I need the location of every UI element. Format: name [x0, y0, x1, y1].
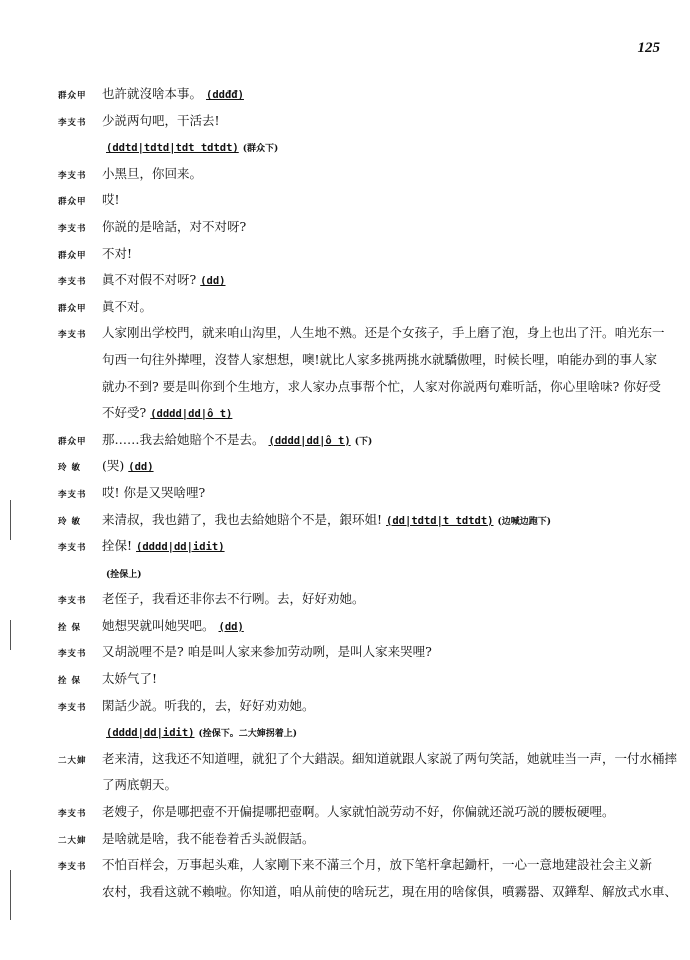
speaker-name: 李支书	[58, 330, 87, 341]
dialogue-text: 閑話少説。听我的，去，好好劝劝她。	[102, 697, 315, 713]
script-line	[58, 407, 658, 434]
speaker-name: 李支书	[58, 862, 87, 873]
script-line	[58, 750, 678, 780]
dialogue-text: 拴保!	[102, 538, 133, 554]
speaker-name: 玲 敏	[58, 463, 81, 474]
stage-direction: (边喊边跑下)	[497, 516, 552, 527]
music-notation: (dd)	[200, 275, 226, 288]
dialogue-text: 人家刚出学校門，就来咱山沟里，人生地不熟。还是个女孩子，手上磨了泡，身上也出了汗。咱光东一	[102, 325, 665, 341]
script-line	[58, 883, 678, 913]
script-line	[58, 141, 658, 168]
speaker-name: 李支书	[58, 809, 87, 820]
script-line	[58, 274, 658, 301]
dialogue-text: 不好受?	[102, 405, 147, 421]
speaker-name: 群众甲	[58, 436, 87, 447]
page-number: 125	[637, 40, 660, 56]
dialogue-text: 不怕百样会，万事起头难，人家剛下来不滿三个月，放下笔杆拿起鋤杆，一心一意地建設社会主义新	[102, 857, 653, 873]
script-line	[58, 298, 658, 328]
margin-mark	[10, 870, 11, 920]
dialogue-text: 眞不对假不对呀?	[102, 272, 197, 288]
script-line	[58, 112, 658, 142]
music-notation: (dddd|dd|ô t)	[268, 434, 351, 447]
stage-direction: (群众下)	[242, 144, 279, 155]
dialogue-text: 就办不到? 要是叫你到个生地方，求人家办点事帮个忙，人家对你説两句难听話，你心里啥味? 你好受	[102, 378, 661, 394]
script-line	[58, 646, 658, 673]
speaker-name: 李支书	[58, 702, 87, 713]
dialogue-text: 是啥就是啥，我不能卷着舌头説假話。	[102, 830, 315, 846]
dialogue-text: 老来清，这我还不知道哩，就犯了个大錯誤。細知道就跟人家説了两句笑話，她就哇当一声，一付水桶摔	[102, 750, 678, 766]
script-line	[58, 88, 658, 115]
margin-mark	[10, 500, 11, 540]
dialogue-text: 少説两句吧，干活去!	[102, 112, 220, 128]
speaker-name: 玲 敏	[58, 516, 81, 527]
music-notation: (dddd|dd|idit)	[106, 727, 195, 740]
script-line	[58, 325, 665, 354]
margin-mark	[10, 620, 11, 650]
script-line	[58, 245, 658, 275]
speaker-name: 群众甲	[58, 250, 87, 261]
script-line	[58, 540, 658, 567]
speaker-name: 李支书	[58, 649, 87, 660]
script-line	[58, 567, 658, 594]
dialogue-text: 你説的是啥話，对不对呀?	[102, 218, 247, 234]
speaker-name: 李支书	[58, 489, 87, 500]
dialogue-text: 句西一句往外撵哩，沒替人家想想，噢!就比人家多挑两挑水就驕傲哩，时候长哩，咱能办到的事人家	[102, 351, 658, 367]
script-line	[58, 673, 658, 700]
stage-direction: (下)	[354, 436, 373, 447]
dialogue-text: 又胡説哩不是? 咱是叫人家来参加劳动咧，是叫人家来哭哩?	[102, 644, 432, 660]
stage-direction: (拴保下。二大婶拐着上)	[198, 729, 298, 740]
music-notation: (dddd|dd|idit)	[136, 541, 225, 554]
speaker-name: 李支书	[58, 543, 87, 554]
script-line	[58, 194, 658, 221]
script-line	[58, 218, 658, 248]
stage-direction: (拴保上)	[106, 569, 142, 580]
speaker-name: 群众甲	[58, 303, 87, 314]
speaker-name: 二大婶	[58, 835, 87, 846]
script-line	[58, 511, 658, 541]
speaker-name: 二大婶	[58, 755, 87, 766]
music-notation: (ddtd|tdtd|tdt tdtdt)	[106, 142, 239, 155]
speaker-name: 李支书	[58, 277, 87, 288]
speaker-name: 群众甲	[58, 91, 87, 101]
music-notation: (dd|tdtd|t tdtdt)	[386, 514, 494, 527]
dialogue-text: 不对!	[102, 245, 133, 261]
script-line	[58, 830, 658, 860]
script-line	[58, 779, 658, 806]
speaker-name: 拴 保	[58, 676, 81, 687]
script-line	[58, 726, 658, 753]
dialogue-text: 眞不对。	[102, 298, 153, 314]
music-notation: (dd)	[128, 461, 154, 474]
script-line	[58, 165, 658, 195]
script-line	[58, 431, 658, 461]
script-line	[58, 351, 658, 381]
dialogue-text: 太娇气了!	[102, 671, 158, 687]
speaker-name: 拴 保	[58, 622, 81, 633]
dialogue-text: 也許就沒啥本事。	[102, 86, 203, 101]
dialogue-text: 老侄子，我看还非你去不行咧。去，好好劝她。	[102, 591, 365, 607]
dialogue-text: 她想哭就叫她哭吧。	[102, 617, 215, 633]
script-line	[58, 617, 658, 647]
dialogue-text: 老嫂子，你是哪把壺不开偏提哪把壺啊。人家就怕説劳动不好，你偏就还説巧説的腰板硬哩。	[102, 804, 615, 820]
script-line	[58, 460, 658, 487]
speaker-name: 李支书	[58, 117, 87, 128]
script-line	[58, 593, 658, 620]
music-notation: (dddd|dd|ô t)	[150, 408, 233, 421]
script-line	[58, 697, 658, 727]
speaker-name: 李支书	[58, 170, 87, 181]
dialogue-text: 哎!	[102, 192, 120, 208]
dialogue-text: 小黑旦，你回来。	[102, 165, 203, 181]
script-line	[58, 806, 658, 833]
music-notation: (ddđđ)	[206, 89, 244, 101]
script-line	[58, 484, 658, 514]
dialogue-text: 来清叔，我也錯了，我也去給她賠个不是，銀环姐!	[102, 511, 383, 527]
dialogue-text: (哭)	[102, 458, 125, 474]
speaker-name: 李支书	[58, 223, 87, 234]
dialogue-text: 哎! 你是又哭啥哩?	[102, 484, 206, 500]
speaker-name: 群众甲	[58, 197, 87, 208]
dialogue-text: 那……我去給她賠个不是去。	[102, 431, 265, 447]
speaker-name: 李支书	[58, 596, 87, 607]
script-line	[58, 378, 661, 408]
script-body	[58, 86, 678, 912]
dialogue-text: 农村，我看这就不賴啦。你知道，咱从前使的啥玩艺，現在用的啥傢俱，噴霧器、双鏵犁、解放式水車、	[102, 883, 678, 899]
dialogue-text: 了两底朝天。	[102, 777, 178, 793]
script-line	[58, 859, 658, 886]
music-notation: (dd)	[218, 620, 244, 633]
